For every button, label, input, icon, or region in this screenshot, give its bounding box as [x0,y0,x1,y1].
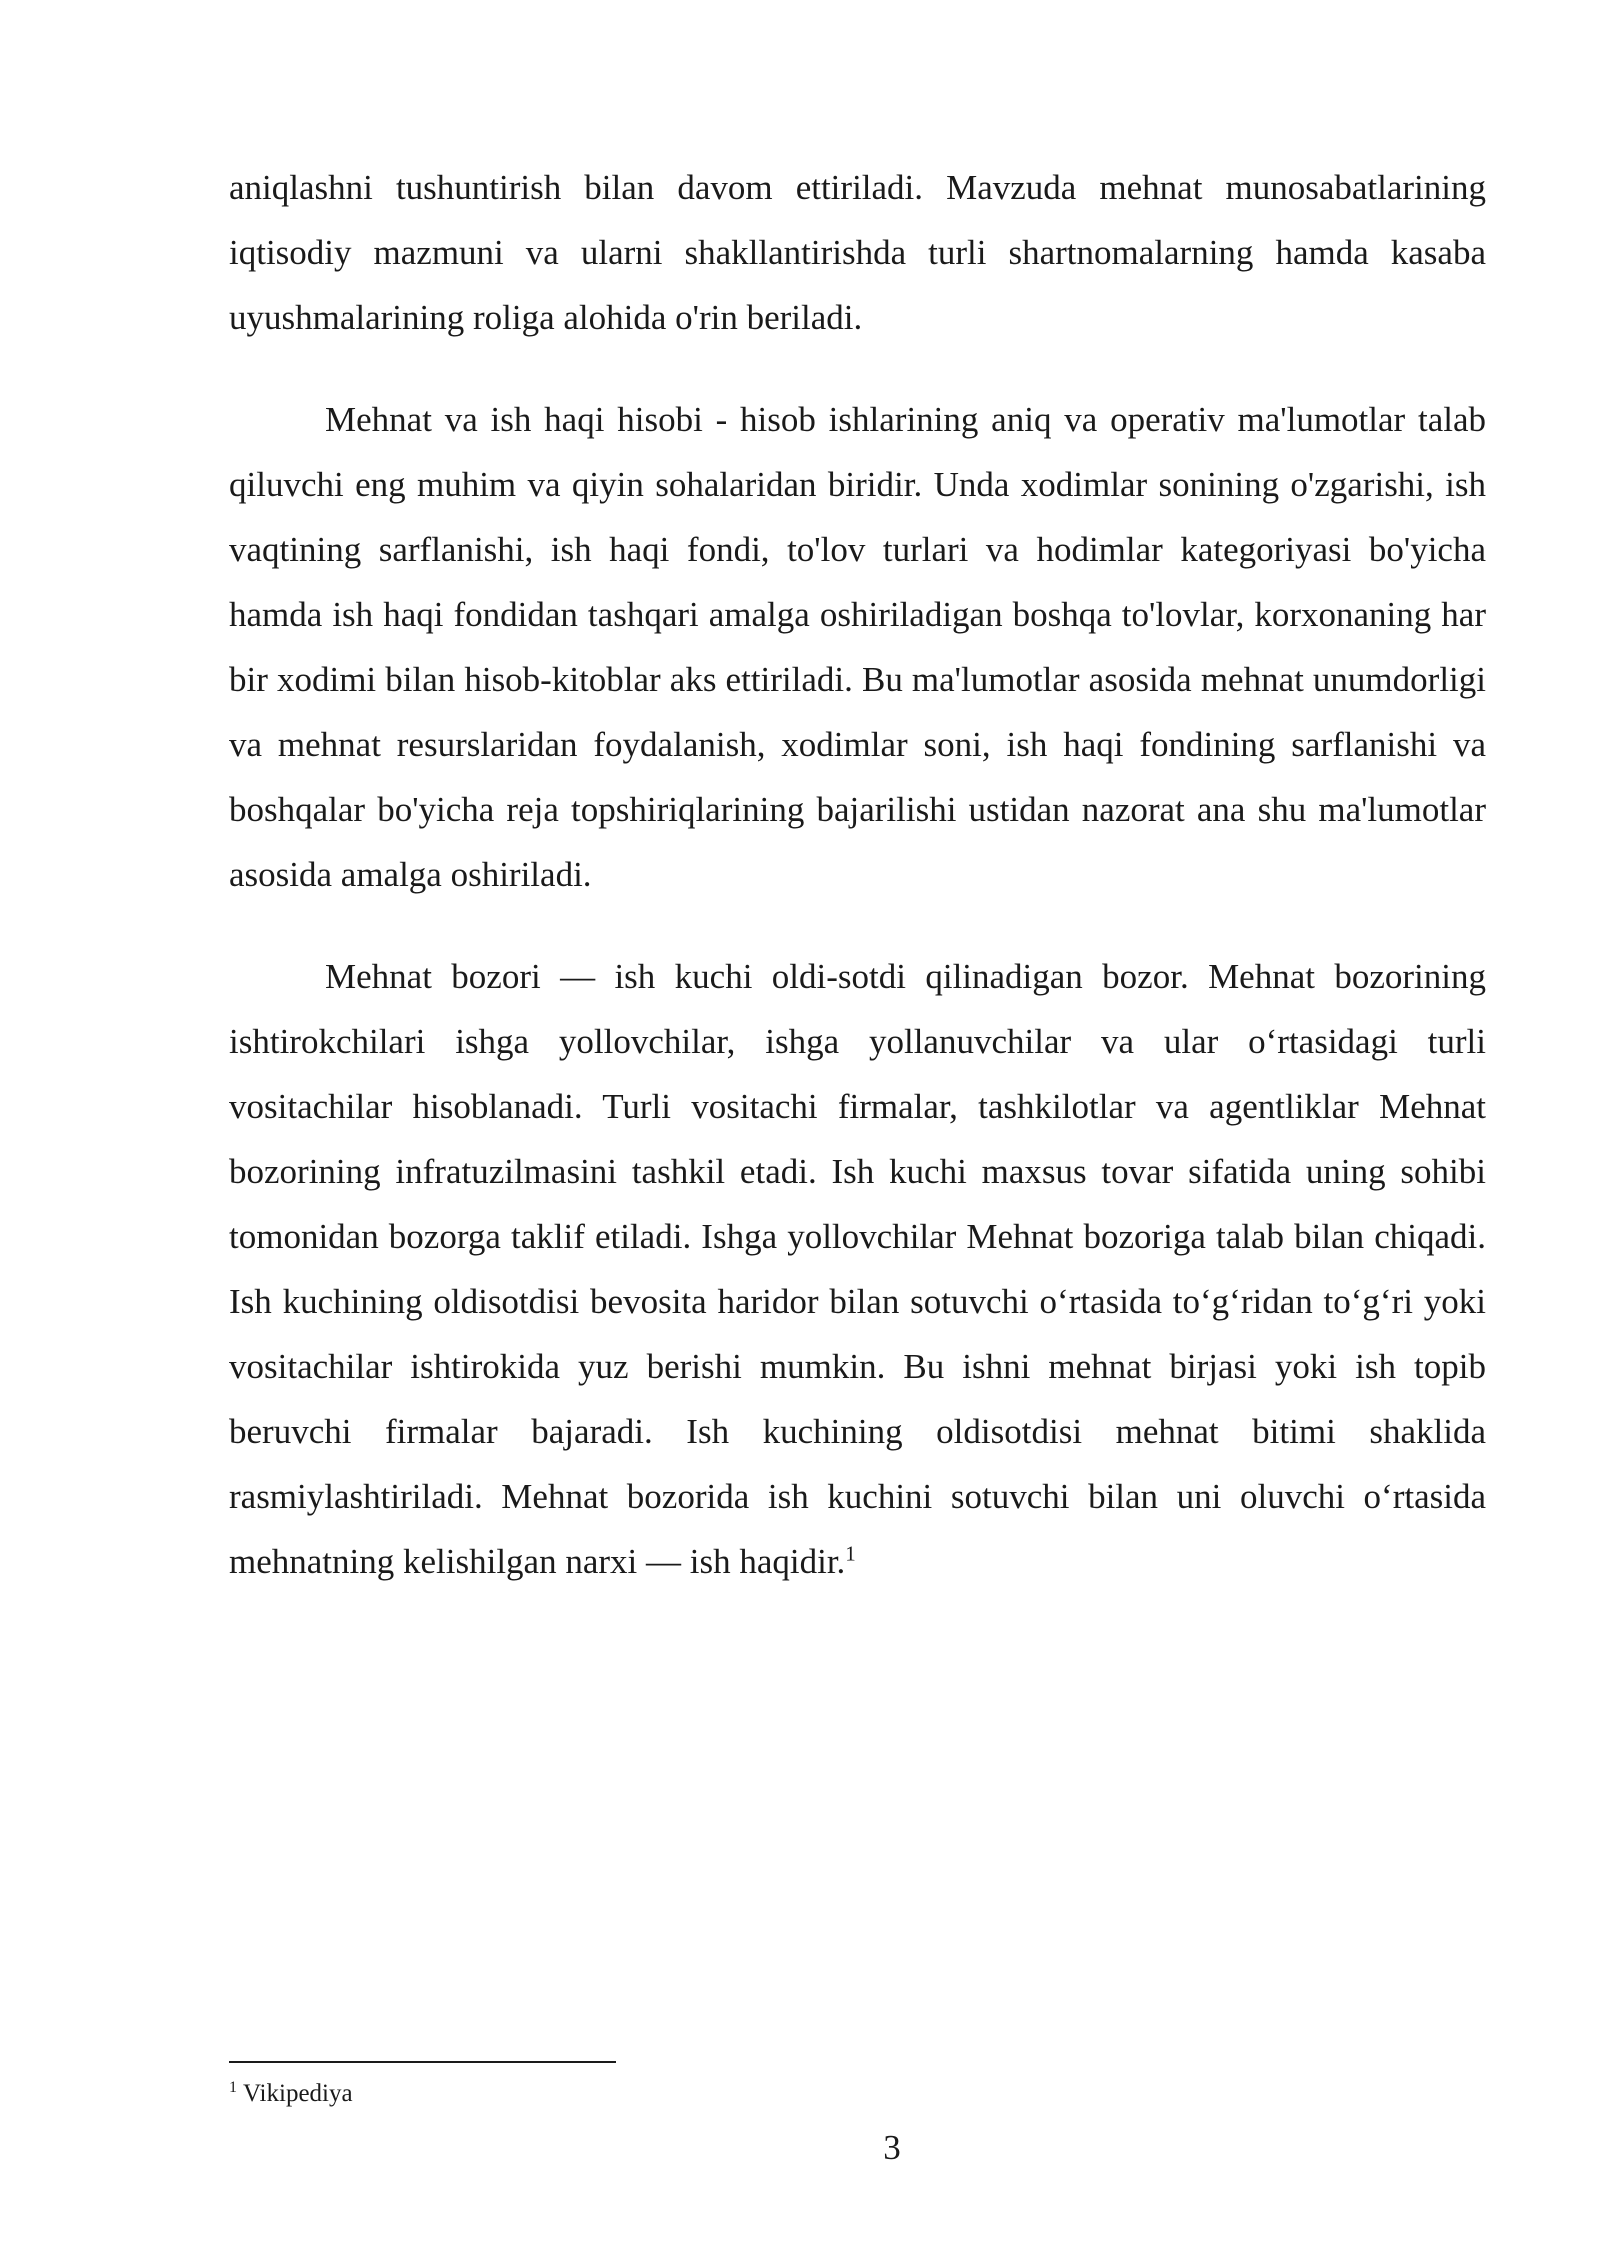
body-text [229,155,1486,1594]
footnote-separator [229,2061,616,2063]
footnote [229,2078,353,2110]
paragraph-1: aniqlashni tushuntirish bilan davom ettiriladi. Mavzuda mehnat munosabatlarining iqtisodiy mazmuni va ularni shakllantirishda turli shartnomalarning hamda kasaba uyushmalarining roliga alohida o'rin beriladi. [229,168,1486,337]
paragraph-3-text: Mehnat bozori — ish kuchi oldi-sotdi qilinadigan bozor. Mehnat bozorining ishtirokchilari ishga yollovchilar, ishga yollanuvchilar va ular o‘rtasidagi turli vositachilar hisoblanadi. Turli vositachi firmalar, tashkilotlar va agentliklar Mehnat bozorining infratuzilmasini tashkil etadi. Ish kuchi maxsus tovar sifatida uning sohibi tomonidan bozorga taklif etiladi. Ishga yollovchilar Mehnat bozoriga talab bilan chiqadi. Ish kuchining oldisotdisi bevosita haridor bilan sotuvchi o‘rtasida to‘g‘ridan to‘g‘ri yoki vositachilar ishtirokida yuz berishi mumkin. Bu ishni mehnat birjasi yoki ish topib beruvchi firmalar bajaradi. Ish kuchining oldisotdisi mehnat bitimi shaklida rasmiylashtiriladi. Mehnat bozorida ish kuchini sotuvchi bilan uni oluvchi o‘rtasida mehnatning kelishilgan narxi — ish haqidir. [229,957,1486,1581]
footnote-text: Vikipediya [243,2080,353,2107]
footnote-mark: 1 [229,2078,237,2096]
footnote-reference[interactable]: 1 [845,1541,856,1566]
paragraph-3 [229,944,1486,1594]
page-number: 3 [883,2128,901,2167]
paragraph-2: Mehnat va ish haqi hisobi - hisob ishlarining aniq va operativ ma'lumotlar talab qiluvchi eng muhim va qiyin sohalaridan biridir. Unda xodimlar sonining o'zgarishi, ish vaqtining sarflanishi, ish haqi fondi, to'lov turlari va hodimlar kategoriyasi bo'yicha hamda ish haqi fondidan tashqari amalga oshiriladigan boshqa to'lovlar, korxonaning har bir xodimi bilan hisob-kitoblar aks ettiriladi. Bu ma'lumotlar asosida mehnat unumdorligi va mehnat resurslaridan foydalanish, xodimlar soni, ish haqi fondining sarflanishi va boshqalar bo'yicha reja topshiriqlarining bajarilishi ustidan nazorat ana shu ma'lumotlar asosida amalga oshiriladi. [229,400,1486,894]
